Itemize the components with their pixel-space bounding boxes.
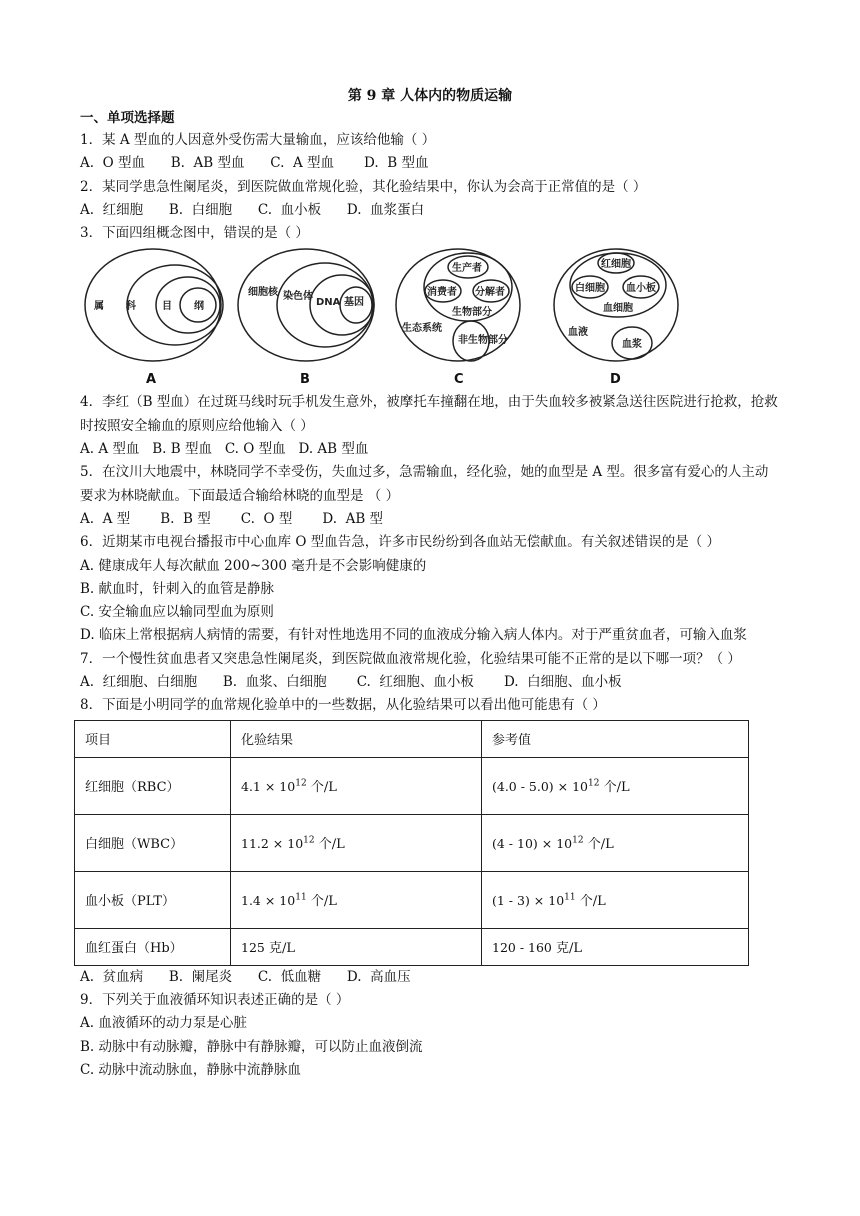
table-cell-item: 白细胞（WBC） [75,814,231,871]
table-cell-result: 125 克/L [231,928,482,965]
diagram-a-label: A [146,372,157,388]
table-row [75,757,749,814]
diagram-c-item: 非生物部分 [458,335,508,347]
question-6-stem: 6．近期某市电视台播报市中心血库 O 型血告急，许多市民纷纷到各血站无偿献血。有关叙述错误的是（ ） [80,534,721,551]
diagram-b-item: 染色体 [283,291,313,303]
table-header-cell: 化验结果 [231,720,482,757]
diagram-c-label: C [454,372,464,388]
diagram-c-item: 消费者 [427,287,457,299]
diagram-b-item: 基因 [344,297,364,309]
table-cell-item: 红细胞（RBC） [75,757,231,814]
page-title: 第 9 章 人体内的物质运输 [347,88,513,104]
question-7-stem: 7．一个慢性贫血患者又突患急性阑尾炎，到医院做血液常规化验，化验结果可能不正常的是以下哪一项？（ ） [80,650,741,667]
diagram-c-item: 分解者 [475,287,505,299]
diagram-a-item: 属 [94,301,104,313]
question-9-option-c: C. 动脉中流动脉血，静脉中流静脉血 [80,1061,301,1078]
question-5-stem: 5．在汶川大地震中，林晓同学不幸受伤，失血过多，急需输血，经化验，她的血型是 A 型。很多富有爱心的人主动要求为林晓献血。下面最适合输给林晓的血型是 （ ） [80,464,769,504]
blood-test-table [74,720,749,966]
diagram-c-item: 生态系统 [402,323,442,335]
diagram-d-item: 血细胞 [603,303,633,315]
table-cell-reference: $(4 - 10) \times 10^{12}$ 个/L [482,814,749,871]
table-cell-reference: $(4.0 - 5.0) \times 10^{12}$ 个/L [482,757,749,814]
question-6-option-a: A. 健康成年人每次献血 200~300 毫升是不会影响健康的 [80,557,427,574]
table-cell-reference: 120 - 160 克/L [482,928,749,965]
concept-diagrams [80,247,780,387]
diagram-a-item: 目 [162,301,172,313]
table-cell-result: $11.2 \times 10^{12}$ 个/L [231,814,482,871]
question-7-options: A. 红细胞、白细胞 B. 血浆、白细胞 C. 红细胞、血小板 D. 白细胞、血小板 [80,674,622,691]
diagram-b [238,249,374,387]
question-2-options: A. 红细胞 B. 白细胞 C. 血小板 D. 血浆蛋白 [80,201,425,218]
question-2-stem: 2．某同学患急性阑尾炎，到医院做血常规化验，其化验结果中，你认为会高于正常值的是（ ） [80,178,647,195]
question-5-options: A. A 型 B. B 型 C. O 型 D. AB 型 [80,510,384,527]
diagram-c [396,249,520,387]
table-row [75,814,749,871]
table-cell-result: $4.1 \times 10^{12}$ 个/L [231,757,482,814]
question-6-option-b: B. 献血时，针刺入的血管是静脉 [80,580,275,597]
diagram-b-label: B [300,372,310,388]
question-8-stem: 8．下面是小明同学的血常规化验单中的一些数据，从化验结果可以看出他可能患有（ ） [80,697,606,714]
question-8-options: A. 贫血病 B. 阑尾炎 C. 低血糖 D. 高血压 [80,968,411,985]
question-1-options: A. O 型血 B. AB 型血 C. A 型血 D. B 型血 [80,155,429,172]
question-9-option-a: A. 血液循环的动力泵是心脏 [80,1015,247,1032]
table-cell-reference: $(1 - 3) \times 10^{11}$ 个/L [482,871,749,928]
table-cell-item: 血红蛋白（Hb） [75,928,231,965]
diagram-d-item: 白细胞 [575,283,605,295]
table-header-cell: 项目 [75,720,231,757]
section-heading: 一、单项选择题 [80,110,175,126]
diagram-b-item: 细胞核 [248,287,278,299]
diagram-d-item: 红细胞 [601,259,631,271]
question-4-options: A. A 型血 B. B 型血 C. O 型血 D. AB 型血 [80,441,369,458]
question-6-option-c: C. 安全输血应以输同型血为原则 [80,604,274,621]
diagram-c-item: 生产者 [452,263,482,275]
table-cell-result: $1.4 \times 10^{11}$ 个/L [231,871,482,928]
question-1-stem: 1．某 A 型血的人因意外受伤需大量输血，应该给他输（ ） [80,132,436,148]
diagram-d [554,249,678,387]
diagram-a-item: 纲 [194,301,204,313]
diagram-a-item: 科 [126,301,136,313]
diagram-d-item: 血液 [568,327,588,339]
diagram-d-item: 血浆 [622,339,642,351]
table-cell-item: 血小板（PLT） [75,871,231,928]
diagram-d-label: D [610,372,621,388]
question-9-stem: 9．下列关于血液循环知识表述正确的是（ ） [80,991,350,1008]
table-row [75,928,749,965]
question-6-option-d: D. 临床上常根据病人病情的需要，有针对性地选用不同的血液成分输入病人体内。对于严重贫血者，可输入血浆 [80,627,747,644]
diagram-a [85,249,223,387]
diagram-c-item: 生物部分 [452,307,492,319]
diagram-d-item: 血小板 [626,283,656,295]
table-header-row [75,720,749,757]
question-9-option-b: B. 动脉中有动脉瓣，静脉中有静脉瓣，可以防止血液倒流 [80,1038,423,1055]
table-header-cell: 参考值 [482,720,749,757]
question-4-stem: 4．李红（B 型血）在过斑马线时玩手机发生意外，被摩托车撞翻在地，由于失血较多被紧急送往医院进行抢救，抢救时按照安全输血的原则应给他输入（ ） [80,394,778,434]
diagram-b-item: DNA [316,297,341,309]
table-row [75,871,749,928]
question-3-stem: 3．下面四组概念图中，错误的是（ ） [80,225,309,242]
exam-page [80,85,780,1082]
